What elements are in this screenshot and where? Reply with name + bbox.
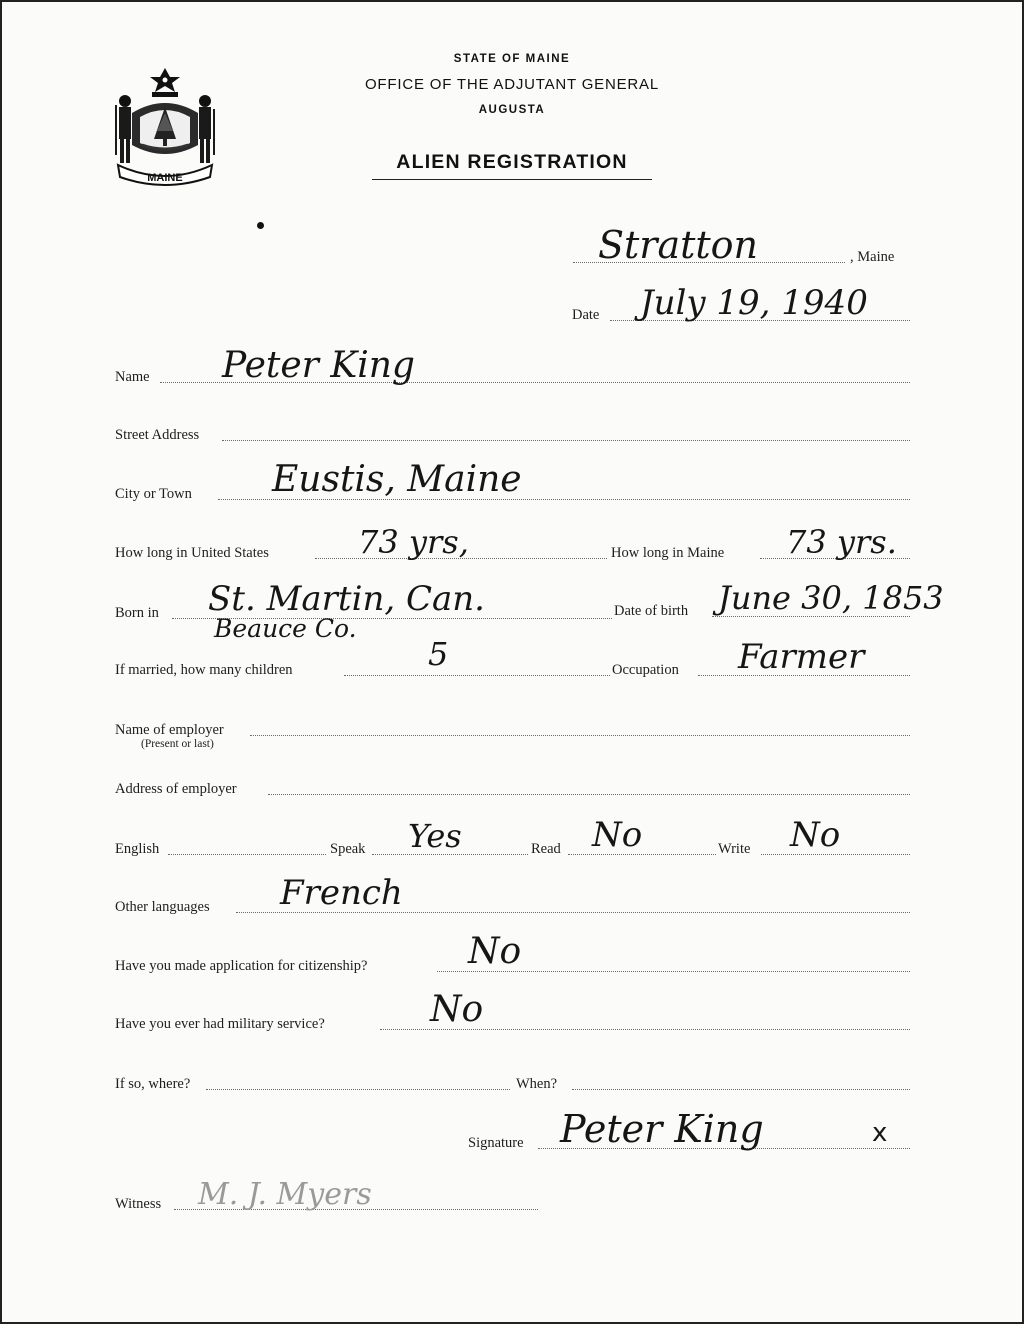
read-leader [568,854,716,855]
born-in-label: Born in [115,605,159,621]
read-label: Read [531,841,561,857]
other-languages-value: French [280,873,403,913]
name-label: Name [115,369,150,385]
date-of-birth-label: Date of birth [614,603,689,619]
employer-name-note: (Present or last) [141,738,214,750]
town-value: Stratton [598,223,759,267]
write-value: No [790,815,841,855]
citizenship-value: No [468,931,522,972]
maine-suffix-label: , Maine [850,249,895,265]
children-value: 5 [428,635,449,673]
date-value: July 19, 1940 [640,283,868,323]
city-or-town-value: Eustis, Maine [272,459,522,500]
title-underline [372,179,652,180]
how-long-us-label: How long in United States [115,545,269,561]
name-value: Peter King [222,345,415,386]
when-label: When? [516,1076,558,1092]
street-address-leader [222,440,910,441]
how-long-maine-value: 73 yrs. [786,523,897,561]
write-label: Write [718,841,751,857]
date-label: Date [572,307,600,323]
how-long-maine-label: How long in Maine [611,545,725,561]
witness-value: M. J. Myers [198,1177,372,1212]
street-address-label: Street Address [115,427,200,443]
english-label: English [115,841,160,857]
employer-name-leader [250,735,910,736]
occupation-value: Farmer [738,637,865,677]
signature-value: Peter King [560,1107,764,1151]
military-label: Have you ever had military service? [115,1016,325,1032]
how-long-us-value: 73 yrs, [358,523,469,561]
employer-address-leader [268,794,910,795]
signature-mark: x [872,1118,888,1148]
english-leader [168,854,326,855]
occupation-label: Occupation [612,662,679,678]
read-value: No [592,815,643,855]
seal-text: MAINE [147,172,183,184]
employer-name-label: Name of employer [115,722,224,738]
city-or-town-label: City or Town [115,486,192,502]
header-state: STATE OF MAINE [453,53,571,65]
military-value: No [430,989,484,1030]
employer-address-label: Address of employer [115,781,237,797]
other-languages-label: Other languages [115,899,210,915]
speak-label: Speak [330,841,366,857]
ink-dot [257,222,264,229]
form-title: ALIEN REGISTRATION [396,151,628,173]
speak-value: Yes [408,817,462,855]
born-in-value: St. Martin, Can. [208,579,485,619]
children-leader [344,675,610,676]
when-leader [572,1089,910,1090]
citizenship-label: Have you made application for citizenship? [115,958,368,974]
signature-label: Signature [468,1135,524,1151]
witness-label: Witness [115,1196,162,1212]
header-city: AUGUSTA [478,104,546,116]
if-so-where-label: If so, where? [115,1076,191,1092]
header-office: OFFICE OF THE ADJUTANT GENERAL [364,76,660,93]
children-label: If married, how many children [115,662,293,678]
born-in-line2-value: Beauce Co. [214,614,357,643]
where-leader [206,1089,510,1090]
date-of-birth-value: June 30, 1853 [718,579,944,617]
